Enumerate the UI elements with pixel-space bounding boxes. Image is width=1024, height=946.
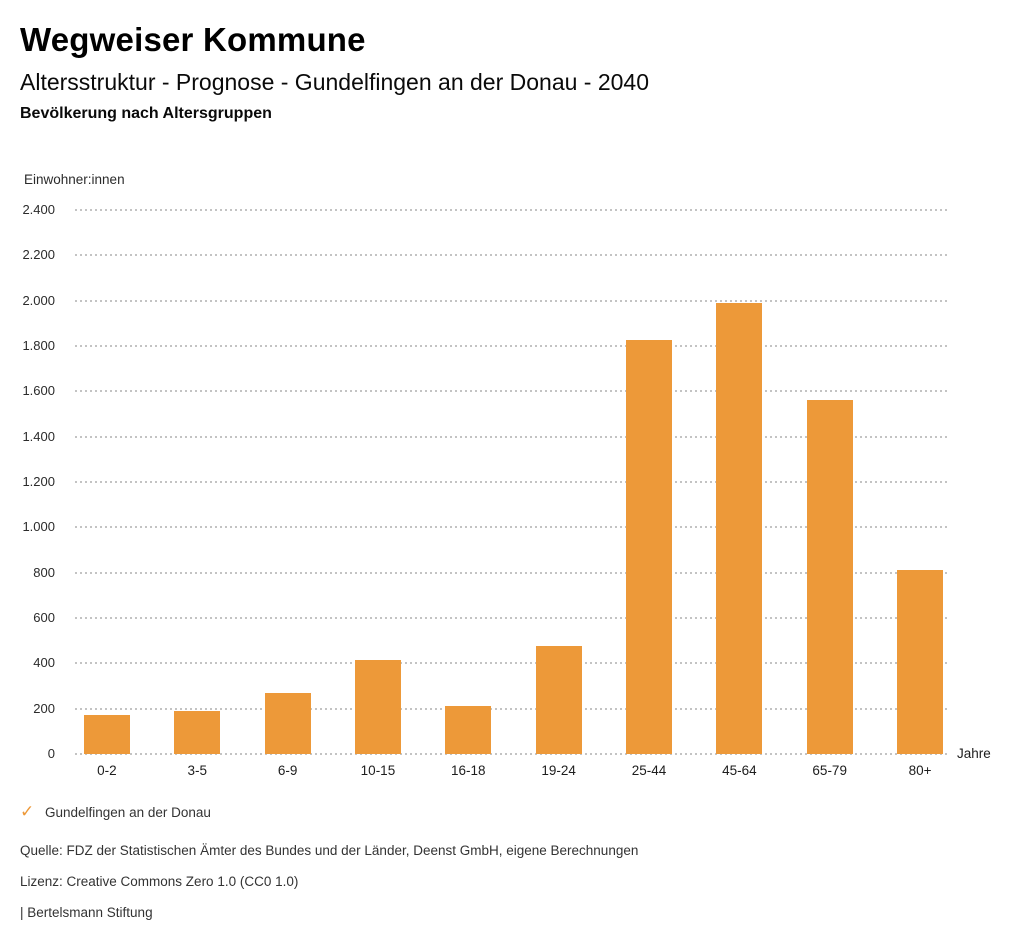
- x-axis-unit-label: Jahre: [957, 746, 991, 761]
- bar-16-18[interactable]: [445, 706, 491, 754]
- x-tick-label-19-24: 19-24: [541, 763, 576, 778]
- y-tick-label: 400: [33, 655, 55, 671]
- y-tick-label: 600: [33, 610, 55, 625]
- y-tick-label: 1.800: [22, 338, 55, 353]
- gridline-2.000: [75, 300, 950, 302]
- bar-65-79[interactable]: [807, 400, 853, 754]
- y-tick-label: 0: [47, 746, 55, 761]
- y-tick-label: 2.200: [22, 247, 55, 263]
- source-note: Quelle: FDZ der Statistischen Ämter des Bundes und der Länder, Deenst GmbH, eigene Berechnungen: [20, 843, 639, 858]
- bar-25-44[interactable]: [626, 340, 672, 754]
- x-tick-label-80+: 80+: [908, 763, 932, 778]
- y-tick-label: 2.400: [22, 202, 55, 217]
- x-tick-label-10-15: 10-15: [360, 763, 396, 778]
- chart-heading: Bevölkerung nach Altersgruppen: [20, 105, 272, 122]
- bar-45-64[interactable]: [716, 303, 762, 754]
- gridline-2.400: [75, 209, 950, 211]
- bar-80+[interactable]: [897, 570, 943, 754]
- check-icon: ✓: [20, 802, 35, 821]
- legend-label: Gundelfingen an der Donau: [45, 804, 211, 820]
- bar-6-9[interactable]: [265, 693, 311, 754]
- y-tick-label: 2.000: [22, 292, 55, 308]
- legend-item[interactable]: [20, 803, 211, 821]
- y-tick-label: 1.600: [22, 383, 55, 399]
- y-tick-label: 1.200: [22, 474, 55, 489]
- license-note: Lizenz: Creative Commons Zero 1.0 (CC0 1.0): [20, 874, 299, 889]
- x-tick-label-45-64: 45-64: [722, 763, 757, 778]
- y-tick-label: 800: [33, 564, 55, 580]
- y-axis-title: Einwohner:innen: [24, 172, 125, 187]
- bar-3-5[interactable]: [174, 711, 220, 754]
- x-tick-label-3-5: 3-5: [187, 763, 207, 778]
- brand-note: | Bertelsmann Stiftung: [20, 905, 153, 920]
- gridline-2.200: [75, 254, 950, 256]
- x-tick-label-6-9: 6-9: [277, 763, 298, 778]
- chart-subtitle: Altersstruktur - Prognose - Gundelfingen an der Donau - 2040: [20, 69, 650, 95]
- y-tick-label: 1.000: [22, 519, 55, 535]
- x-tick-label-0-2: 0-2: [97, 763, 117, 778]
- y-tick-label: 1.400: [22, 428, 55, 444]
- bar-0-2[interactable]: [84, 715, 130, 754]
- bar-19-24[interactable]: [536, 646, 582, 754]
- bar-10-15[interactable]: [355, 660, 401, 754]
- page-title: Wegweiser Kommune: [20, 21, 366, 58]
- x-tick-label-25-44: 25-44: [631, 763, 667, 778]
- gridline-1.800: [75, 345, 950, 347]
- x-tick-label-65-79: 65-79: [812, 763, 847, 778]
- y-tick-label: 200: [33, 700, 55, 716]
- x-tick-label-16-18: 16-18: [451, 763, 486, 778]
- gridline-1.600: [75, 390, 950, 392]
